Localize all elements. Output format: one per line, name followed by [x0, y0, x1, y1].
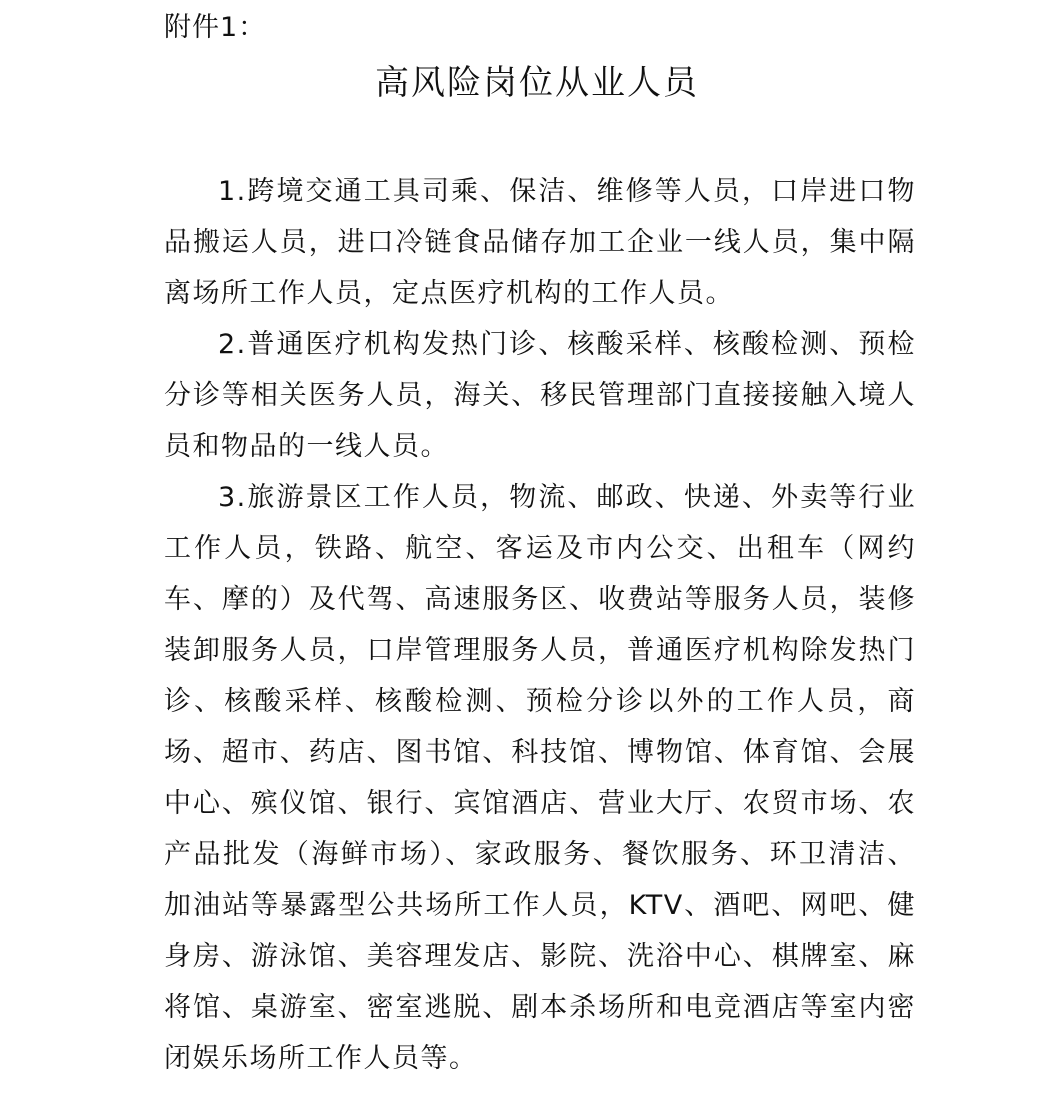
- paragraph-2: 2.普通医疗机构发热门诊、核酸采样、核酸检测、预检分诊等相关医务人员，海关、移民管理部门直接接触入境人员和物品的一线人员。: [164, 329, 916, 462]
- paragraph-1: 1.跨境交通工具司乘、保洁、维修等人员，口岸进口物品搬运人员，进口冷链食品储存加工企业一线人员，集中隔离场所工作人员，定点医疗机构的工作人员。: [164, 176, 916, 309]
- document-title: 高风险岗位从业人员: [375, 63, 699, 103]
- document-body: [164, 166, 916, 1084]
- paragraph-3: 3.旅游景区工作人员，物流、邮政、快递、外卖等行业工作人员，铁路、航空、客运及市内公交、出租车（网约车、摩的）及代驾、高速服务区、收费站等服务人员，装修装卸服务人员，口岸管理服务人员，普通医疗机构除发热门诊、核酸采样、核酸检测、预检分诊以外的工作人员，商场、超市、药店、图书馆、科技馆、博物馆、体育馆、会展中心、殡仪馆、银行、宾馆酒店、营业大厅、农贸市场、农产品批发（海鲜市场）、家政服务、餐饮服务、环卫清洁、加油站等暴露型公共场所工作人员，KTV、酒吧、网吧、健身房、游泳馆、美容理发店、影院、洗浴中心、棋牌室、麻将馆、桌游室、密室逃脱、剧本杀场所和电竞酒店等室内密闭娱乐场所工作人员等。: [164, 482, 916, 1074]
- attachment-label: 附件1：: [164, 12, 267, 43]
